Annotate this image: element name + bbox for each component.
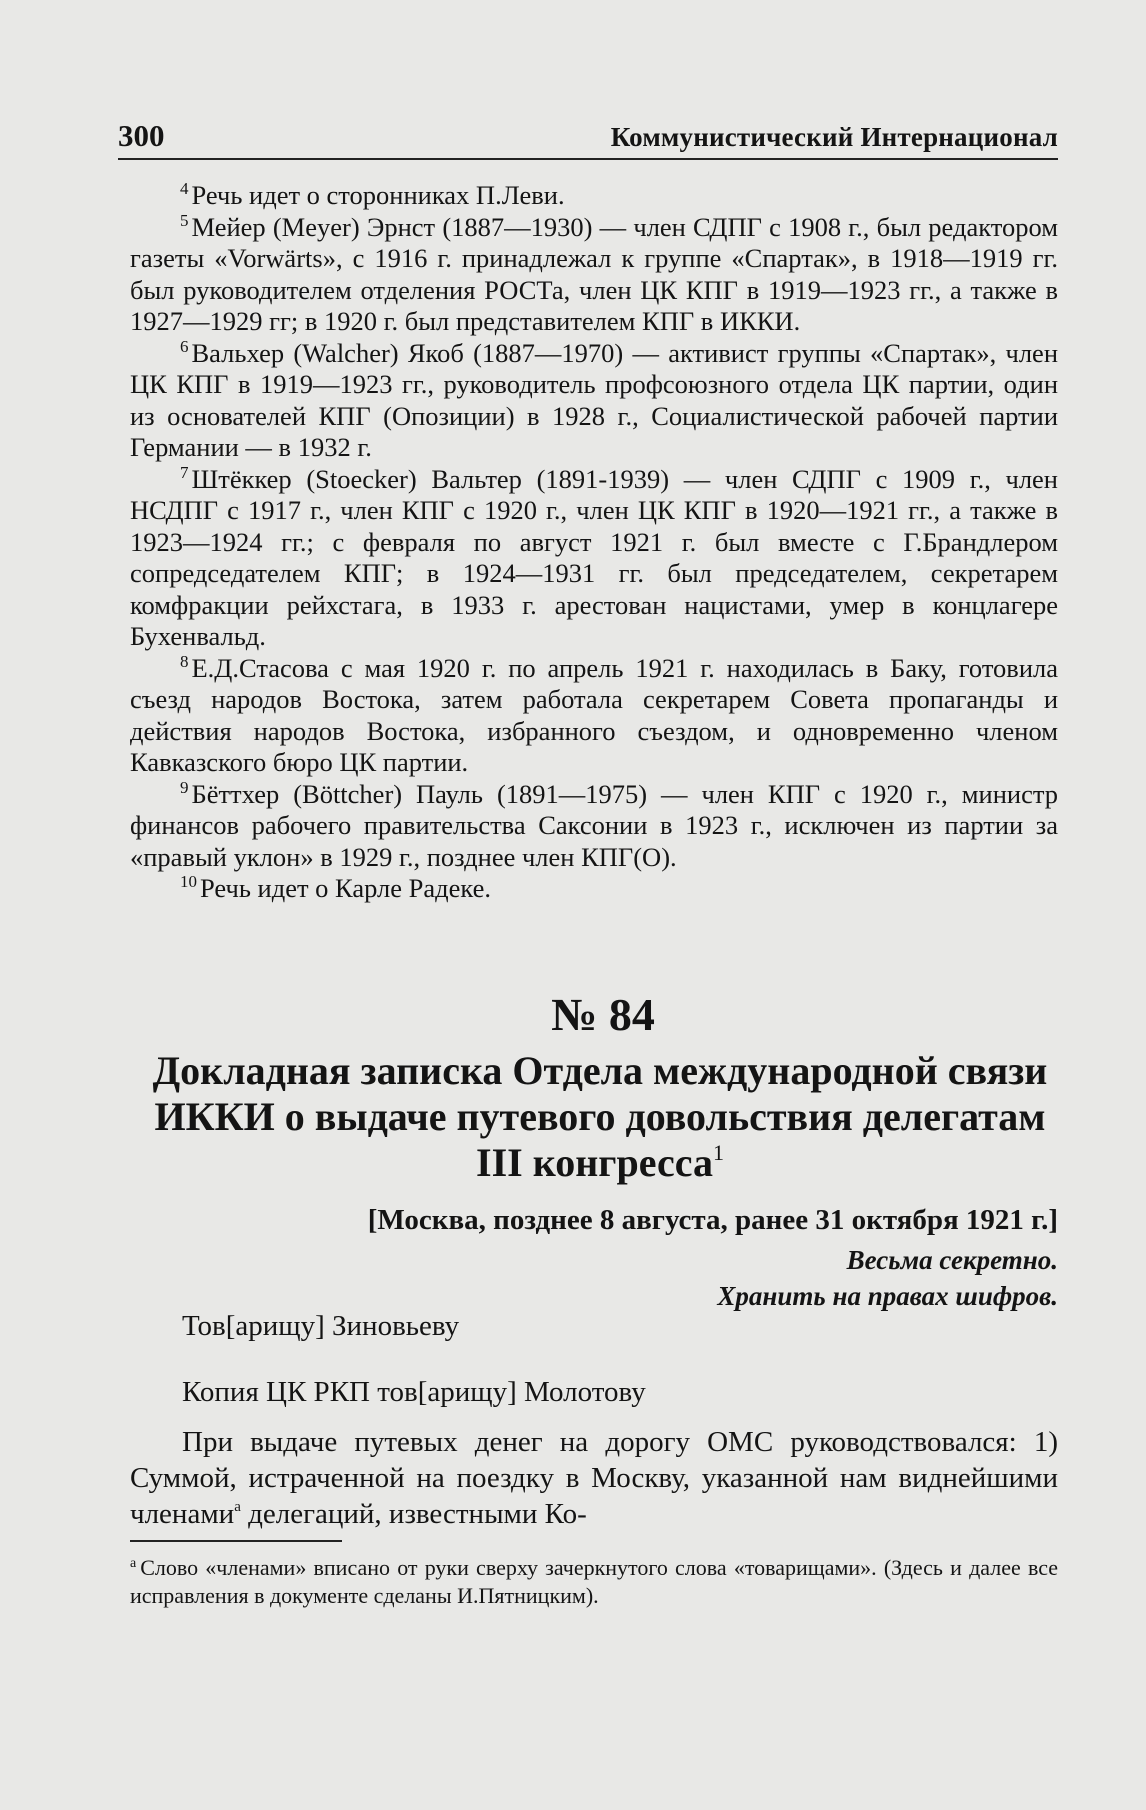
secrecy-line-1: Весьма секретно. xyxy=(846,1245,1058,1275)
document-body xyxy=(130,1424,1058,1532)
endnote xyxy=(130,464,1058,653)
secrecy-line-2: Хранить на правах шифров. xyxy=(717,1281,1058,1311)
body-paragraph xyxy=(130,1424,1058,1532)
document-title-text: Докладная записка Отдела международной связи ИККИ о выдаче путевого довольствия делегатам III конгресса xyxy=(152,1048,1048,1185)
note-text: Штёккер (Stoecker) Вальтер (1891-1939) — член СДПГ с 1909 г., член НСДПГ с 1917 г., член КПГ с 1920 г., член ЦК КПГ в 1920—1921 гг., а также в 1923—1924 гг.; с февраля по август 1921 г. был вместе с Г.Брандлером сопредседателем КПГ; в 1924—1931 гг. был председателем, секретарем комфракции рейхстага, в 1933 г. арестован нацистами, умер в концлагере Бухенвальд. xyxy=(130,463,1058,651)
endnote xyxy=(130,873,1058,905)
document-title xyxy=(150,1048,1050,1186)
copy-addressee: Копия ЦК РКП тов[арищу] Молотову xyxy=(182,1376,646,1408)
endnote xyxy=(130,653,1058,779)
secrecy-stamp xyxy=(717,1242,1058,1314)
document-dateline: [Москва, позднее 8 августа, ранее 31 октября 1921 г.] xyxy=(367,1204,1058,1236)
note-text: Вальхер (Walcher) Якоб (1887—1970) — активист группы «Спартак», член ЦК КПГ в 1919—1923 гг., руководитель профсоюзного отдела ЦК партии, один из основателей КПГ (Опозиции) в 1928 г., Социалистической рабочей партии Германии — в 1932 г. xyxy=(130,337,1058,462)
footnote-text: Слово «членами» вписано от руки сверху зачеркнутого слова «товарищами». (Здесь и далее все исправления в документе сделаны И.Пятницким). xyxy=(130,1555,1058,1608)
note-marker: 4 xyxy=(180,179,189,198)
note-text: Е.Д.Стасова с мая 1920 г. по апрель 1921 г. находилась в Баку, готовила съезд народов Востока, затем работала секретарем Совета пропаганды и действия народов Востока, избранного съездом, и одновременно членом Кавказского бюро ЦК партии. xyxy=(130,652,1058,777)
page-number: 300 xyxy=(118,118,165,153)
title-note-marker: 1 xyxy=(712,1140,724,1165)
note-marker: 8 xyxy=(180,651,189,671)
endnote xyxy=(130,779,1058,874)
endnotes xyxy=(130,180,1058,905)
endnote xyxy=(130,338,1058,464)
footnote-marker: а xyxy=(130,1556,137,1571)
addressee: Тов[арищу] Зиновьеву xyxy=(182,1310,460,1342)
header-rule xyxy=(118,158,1058,160)
note-marker: 6 xyxy=(180,336,189,356)
running-title: Коммунистический Интернационал xyxy=(610,122,1058,152)
page-header xyxy=(118,118,1058,154)
document-number: № 84 xyxy=(551,989,655,1040)
body-note-marker: а xyxy=(234,1499,241,1515)
note-marker: 9 xyxy=(180,777,189,797)
note-text: Речь идет о сторонниках П.Леви. xyxy=(191,180,565,210)
endnote xyxy=(130,180,1058,212)
body-text-1: При выдаче путевых денег на дорогу ОМС руководствовался: 1) Суммой, истраченной на поездку в Москву, указанной нам виднейшими членами xyxy=(130,1426,1058,1530)
note-marker: 7 xyxy=(180,462,189,482)
endnote xyxy=(130,212,1058,338)
note-marker: 5 xyxy=(180,210,189,230)
note-text: Бёттхер (Böttcher) Пауль (1891—1975) — член КПГ с 1920 г., министр финансов рабочего правительства Саксонии в 1923 г., исключен из партии за «правый уклон» в 1929 г., позднее член КПГ(О). xyxy=(130,778,1058,872)
footnote xyxy=(130,1554,1058,1610)
note-marker: 10 xyxy=(180,872,197,891)
body-text-2: делегаций, известными Ко- xyxy=(240,1498,587,1530)
note-text: Мейер (Meyer) Эрнст (1887—1930) — член СДПГ с 1908 г., был редактором газеты «Vorwärts», с 1916 г. принадлежал к группе «Спартак», в 1918—1919 гг. был руководителем отделения РОСТа, член ЦК КПГ в 1919—1923 гг., а также в 1927—1929 гг; в 1920 г. был представителем КПГ в ИККИ. xyxy=(130,211,1058,336)
note-text: Речь идет о Карле Радеке. xyxy=(200,873,491,903)
footnote-rule xyxy=(130,1540,342,1542)
